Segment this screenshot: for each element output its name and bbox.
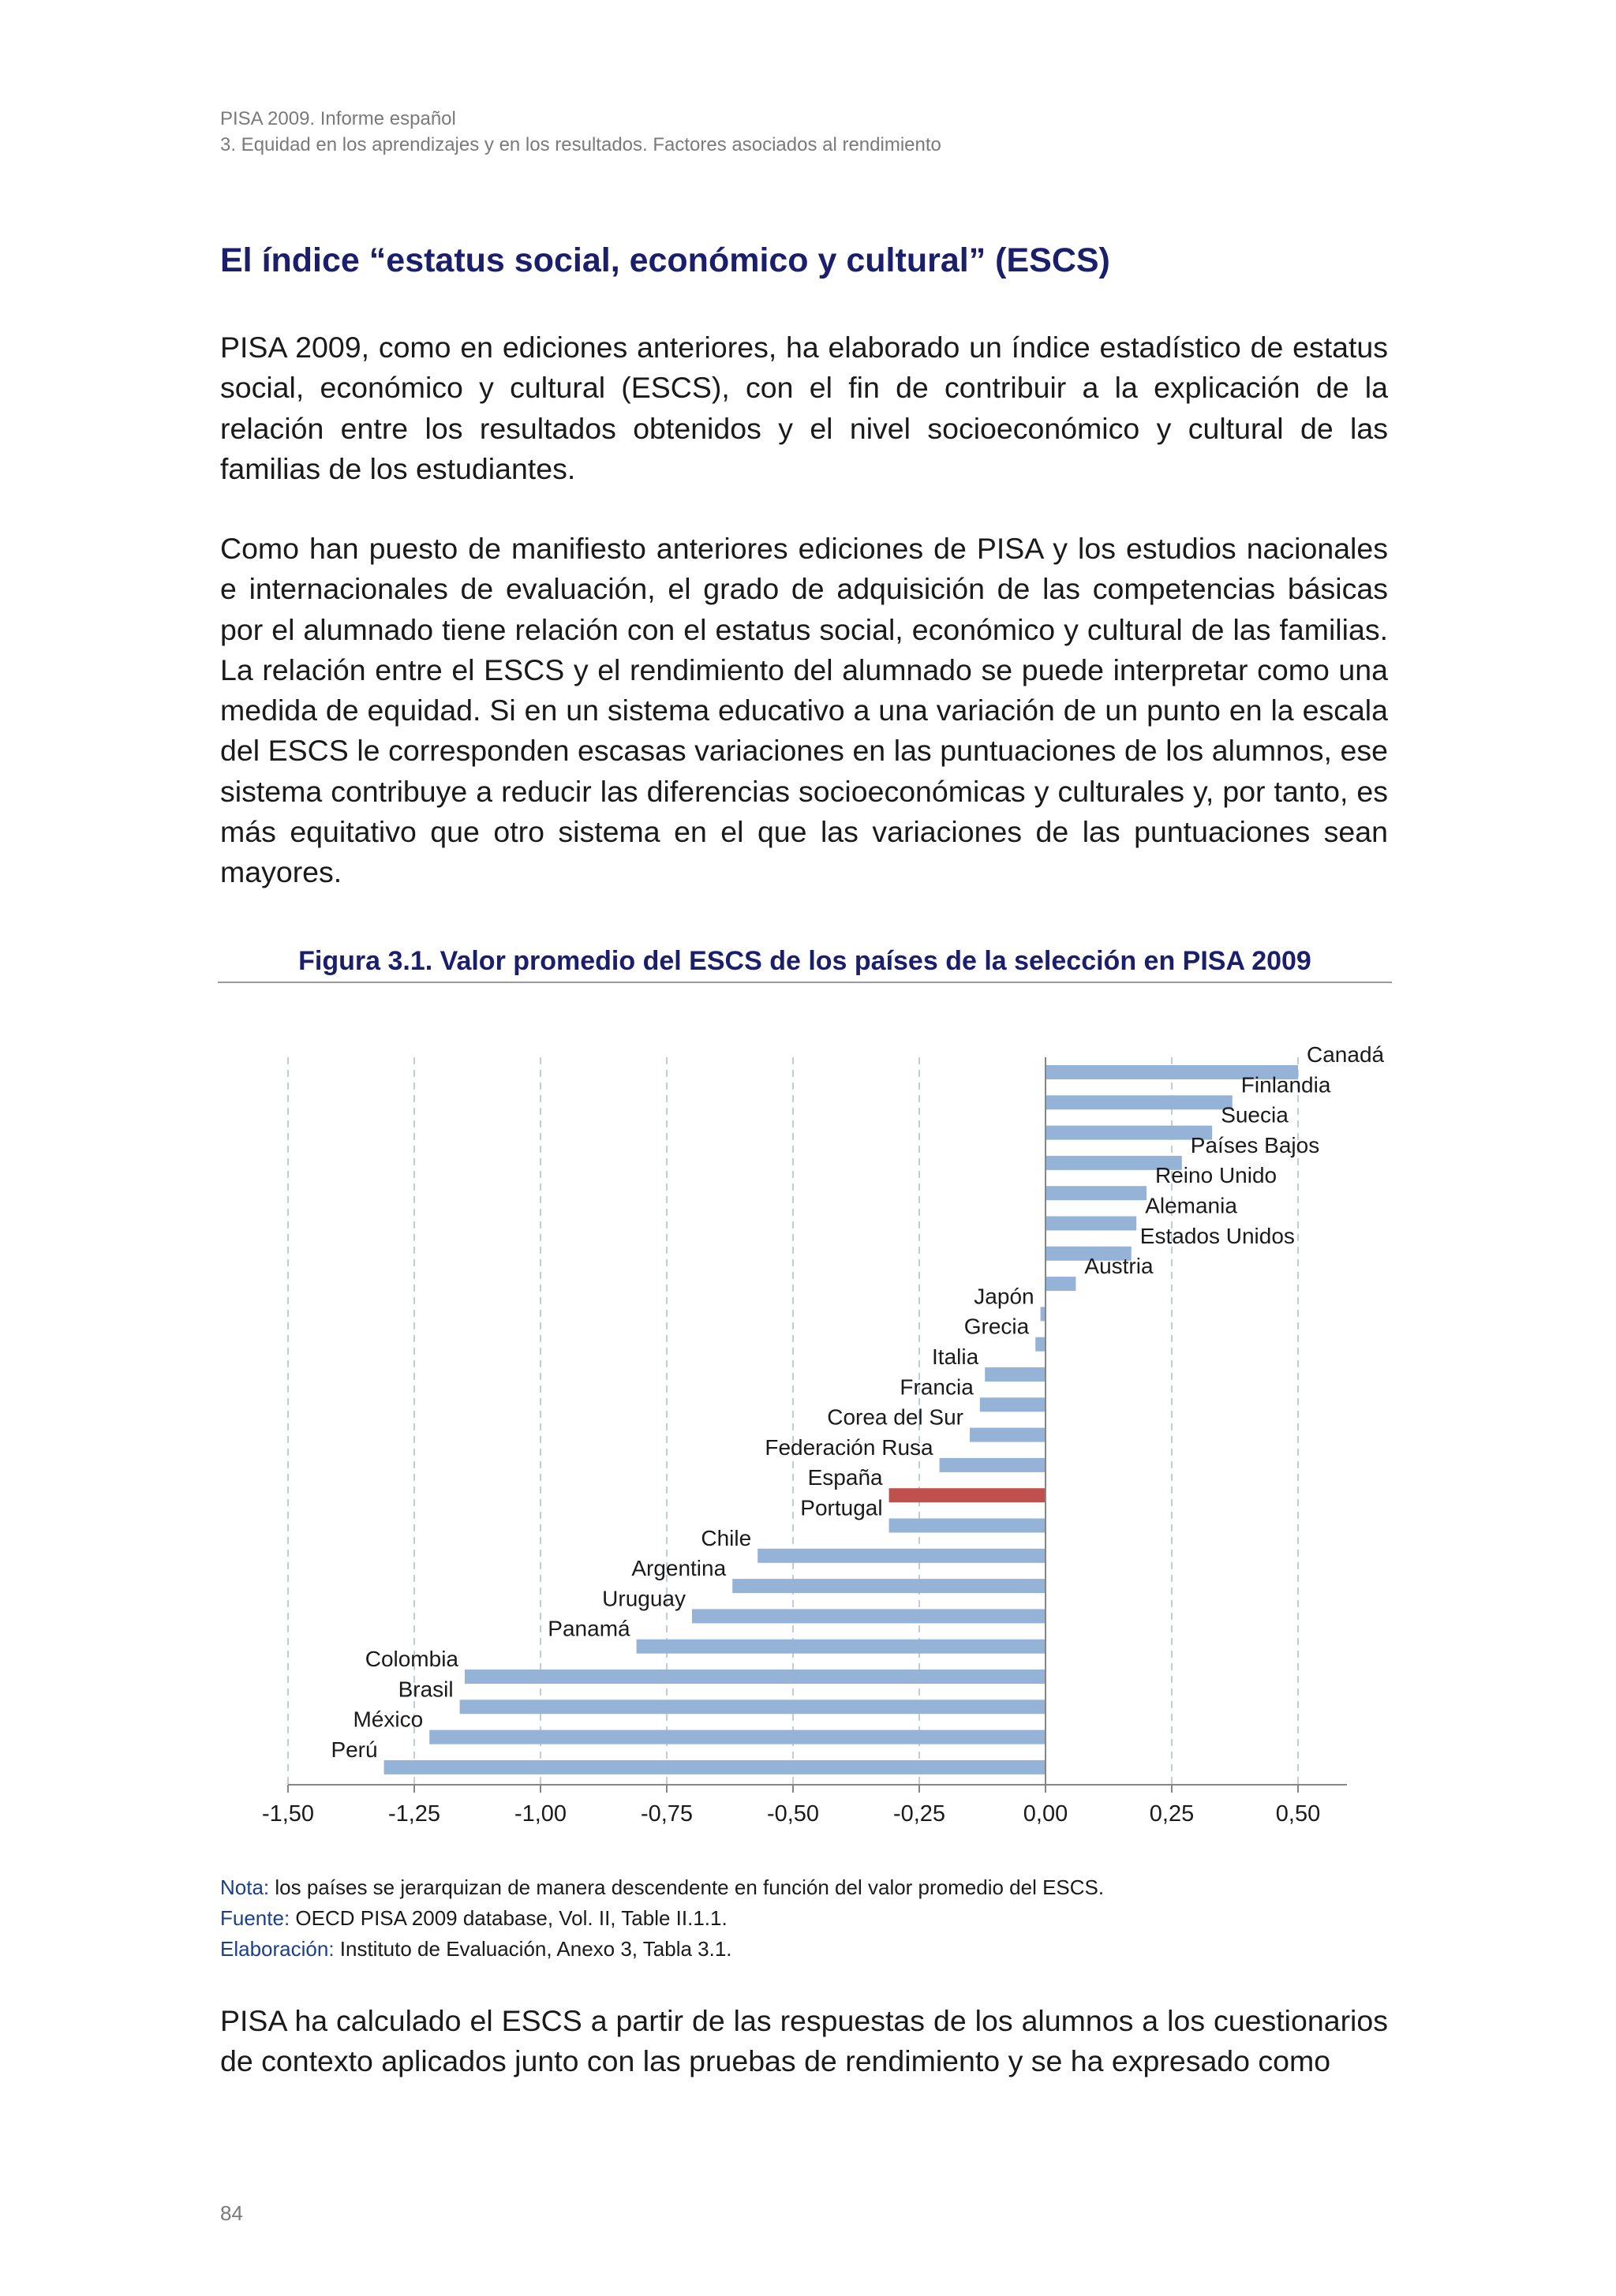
x-tick-label-8: 0,50 <box>1275 1801 1321 1827</box>
paragraph-3: PISA ha calculado el ESCS a partir de las respuestas de los alumnos a los cuestionarios de contexto aplicados junto con las pruebas de rendimiento y se ha expresado como <box>220 2004 1388 2078</box>
bar-14 <box>889 1488 1046 1502</box>
header-line-2: 3. Equidad en los aprendizajes y en los resultados. Factores asociados al rendimiento <box>220 134 941 155</box>
x-tick-label-1: -1,25 <box>387 1801 441 1827</box>
bar-label-7: Austria <box>1084 1254 1154 1279</box>
bar-label-13: Federación Rusa <box>765 1434 933 1460</box>
bar-4 <box>1046 1186 1147 1200</box>
bar-label-16: Chile <box>701 1525 752 1550</box>
bar-label-1: Finlandia <box>1240 1072 1331 1098</box>
elaboration-text: Instituto de Evaluación, Anexo 3, Tabla 3.1. <box>334 1937 732 1961</box>
bar-2 <box>1046 1126 1212 1140</box>
bar-label-5: Alemania <box>1145 1193 1237 1218</box>
bar-label-22: México <box>353 1707 424 1732</box>
bar-label-3: Países Bajos <box>1190 1132 1320 1157</box>
figure-title: Figura 3.1. Valor promedio del ESCS de los países de la selección en PISA 2009 <box>298 946 1311 976</box>
bar-label-23: Perú <box>331 1737 378 1762</box>
bar-11 <box>980 1397 1046 1412</box>
bar-20 <box>465 1670 1046 1684</box>
elaboration-label: Elaboración: <box>220 1937 335 1961</box>
source-line <box>220 1903 1104 1934</box>
bar-7 <box>1046 1277 1075 1291</box>
bar-15 <box>889 1519 1046 1533</box>
header-line-1: PISA 2009. Informe español <box>220 108 456 129</box>
source-label: Fuente: <box>220 1906 290 1930</box>
bar-18 <box>692 1609 1046 1623</box>
source-text: OECD PISA 2009 database, Vol. II, Table II.1.1. <box>290 1906 728 1930</box>
paragraph-2: Como han puesto de manifiesto anteriores ediciones de PISA y los estudios nacionales e internacionales de evaluación, el grado de adquisición de las competencias básicas por el alumnado tiene relación con el estatus social, económico y cultural de las familias. La relación entre el ESCS y el rendimiento del alumnado se puede interpretar como una medida de equidad. Si en un sistema educativo a una variación de un punto en la escala del ESCS le corresponden escasas variaciones en las puntuaciones de los alumnos, ese sistema contribuye a reducir las diferencias socioeconómicas y culturales y, por tanto, es más equitativo que otro sistema en el que las variaciones de las puntuaciones sean mayores. <box>220 532 1388 889</box>
bar-label-18: Uruguay <box>602 1586 686 1611</box>
bar-label-11: Francia <box>900 1374 974 1400</box>
x-tick-label-3: -0,75 <box>640 1801 694 1827</box>
note-line <box>220 1872 1104 1903</box>
bar-label-15: Portugal <box>800 1495 883 1520</box>
bar-19 <box>637 1640 1046 1654</box>
note-text: los países se jerarquizan de manera descendente en función del valor promedio del ESCS. <box>269 1875 1105 1899</box>
bar-label-19: Panamá <box>548 1616 630 1641</box>
x-tick-label-2: -1,00 <box>514 1801 567 1827</box>
bar-label-10: Italia <box>932 1344 979 1369</box>
bar-label-14: España <box>807 1465 883 1490</box>
bar-22 <box>429 1730 1046 1744</box>
x-tick-label-7: 0,25 <box>1149 1801 1195 1827</box>
bar-12 <box>970 1428 1046 1442</box>
x-tick-label-0: -1,50 <box>261 1801 315 1827</box>
elaboration-line <box>220 1934 1104 1965</box>
note-label: Nota: <box>220 1875 270 1899</box>
bar-16 <box>758 1549 1046 1563</box>
bar-label-6: Estados Unidos <box>1139 1223 1295 1248</box>
bar-13 <box>940 1458 1046 1472</box>
bar-label-8: Japón <box>974 1284 1034 1309</box>
page-number: 84 <box>220 2201 243 2225</box>
bar-label-20: Colombia <box>365 1647 458 1671</box>
bar-label-21: Brasil <box>398 1677 454 1702</box>
bar-5 <box>1046 1217 1136 1231</box>
bar-label-2: Suecia <box>1221 1102 1289 1127</box>
bar-label-9: Grecia <box>963 1314 1030 1339</box>
figure-notes <box>220 1872 1104 1965</box>
bar-10 <box>985 1367 1046 1382</box>
bar-1 <box>1046 1095 1233 1109</box>
x-tick-label-6: 0,00 <box>1023 1801 1068 1827</box>
bar-label-17: Argentina <box>631 1556 727 1581</box>
paragraph-1: PISA 2009, como en ediciones anteriores, ha elaborado un índice estadístico de estatus social, económico y cultural (ESCS), con el fin de contribuir a la explicación de la relación entre los resultados obtenidos y el nivel socioeconómico y cultural de las familias de los estudiantes. <box>220 331 1388 485</box>
x-tick-label-5: -0,25 <box>892 1801 946 1827</box>
bar-21 <box>460 1700 1046 1714</box>
bar-label-12: Corea del Sur <box>827 1404 963 1430</box>
section-title: El índice “estatus social, económico y cultural” (ESCS) <box>220 241 1110 279</box>
bar-23 <box>384 1760 1046 1774</box>
bar-label-0: Canadá <box>1307 1042 1385 1067</box>
x-tick-label-4: -0,50 <box>766 1801 820 1827</box>
bar-17 <box>732 1579 1046 1593</box>
bar-label-4: Reino Unido <box>1155 1163 1277 1188</box>
bar-9 <box>1035 1337 1046 1352</box>
